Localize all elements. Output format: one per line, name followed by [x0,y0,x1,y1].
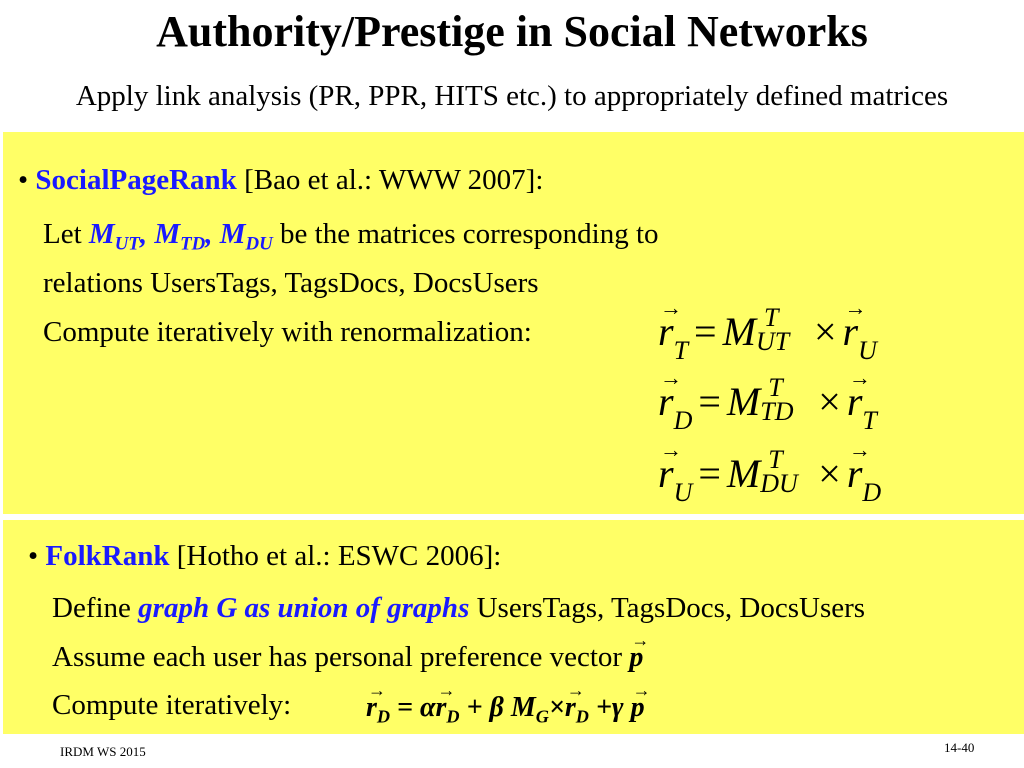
compute-iteratively-text: Compute iteratively: [52,689,292,721]
matrix-m-ut: $M_{UT}$, [88,218,148,255]
equation-r-u: → $r_U = M$ T DU ×→ $r_D$ [658,452,881,501]
matrix-m-du: $M_{DU}$ [219,218,273,255]
socialpagerank-heading [18,160,543,200]
relations-text: relations UsersTags, TagsDocs, DocsUsers [43,267,539,299]
folkrank-name: FolkRank [45,540,170,572]
folkrank-formula: → $r_D = \alpha\to r_D + \beta$ $M_G\times\to r_D +\gamma \to p$ [366,688,645,728]
folkrank-citation: [Hotho et al.: ESWC 2006]: [176,540,502,572]
slide-title: Authority/Prestige in Social Networks [156,7,868,56]
bullet: • [18,164,29,196]
graph-definition: Define graph G as union of graphs UsersTags, TagsDocs, DocsUsers [52,592,866,624]
p-vector-symbol: → p [629,642,643,673]
graph-union-emphasis: graph G as union of graphs [138,592,470,624]
preference-vector-text: Assume each user has personal preference vector → p [52,637,643,678]
footer-page-number: 14-40 [944,740,975,755]
folkrank-heading [28,536,501,576]
socialpagerank-citation: [Bao et al.: WWW 2007]: [244,164,544,196]
slide-subtitle: Apply link analysis (PR, PPR, HITS etc.) to appropriately defined matrices [75,80,949,112]
socialpagerank-name: SocialPageRank [35,164,237,196]
matrices-definition: Let $M_{UT}$, $M_{TD}$, $M_{DU}$ be the matrices corresponding to [43,218,659,255]
equation-r-t: → $r_T = M$ T UT ×→ $r_U$ [658,310,877,359]
bullet: • [28,540,39,572]
matrix-m-td: $M_{TD}$, [154,218,213,255]
compute-text: Compute iteratively with renormalization: [43,316,532,348]
equation-r-d: → $r_D = M$ T TD ×→ $r_T$ [658,380,877,429]
footer-course: IRDM WS 2015 [60,744,146,759]
